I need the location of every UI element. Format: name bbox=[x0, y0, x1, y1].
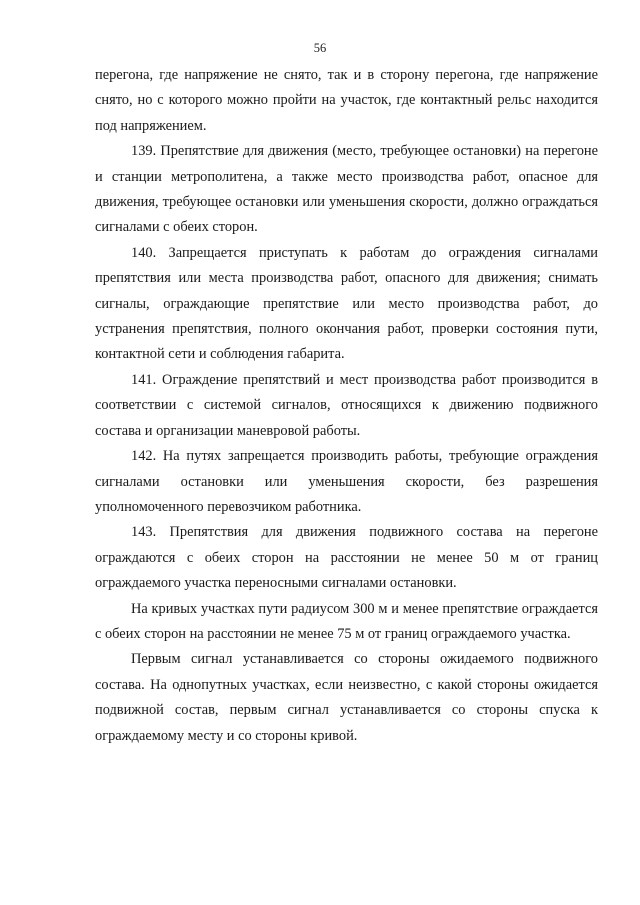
paragraph-139: 139. Препятствие для движения (место, требующее остановки) на перегоне и станции метрополитена, а также место производства работ, опасное для движения, требующее остановки или уменьшения скорости, должно ограждаться сигналами с обеих сторон. bbox=[95, 143, 598, 236]
paragraph-143: 143. Препятствия для движения подвижного состава на перегоне ограждаются с обеих сторон на расстоянии не менее 50 м от границ ограждаемого участка переносными сигналами остановки. bbox=[95, 524, 598, 592]
paragraph-141: 141. Ограждение препятствий и мест производства работ производится в соответствии с системой сигналов, относящихся к движению подвижного состава и организации маневровой работы. bbox=[95, 371, 598, 439]
document-body bbox=[95, 63, 598, 749]
page-number: 56 bbox=[313, 41, 327, 55]
paragraph-first-signal: Первым сигнал устанавливается со стороны ожидаемого подвижного состава. На однопутных участках, если неизвестно, с какой стороны ожидается подвижной состав, первым сигнал устанавливается со стороны спуска к ограждаемому месту и со стороны кривой. bbox=[95, 651, 598, 744]
paragraph-140: 140. Запрещается приступать к работам до ограждения сигналами препятствия или места производства работ, опасного для движения; снимать сигналы, ограждающие препятствие или место производства работ, до устранения препятствия, полного окончания работ, проверки состояния пути, контактной сети и соблюдения габарита. bbox=[95, 244, 598, 363]
paragraph-curved-sections: На кривых участках пути радиусом 300 м и менее препятствие ограждается с обеих сторон на расстоянии не менее 75 м от границ ограждаемого участка. bbox=[95, 600, 598, 642]
paragraph-continuation: перегона, где напряжение не снято, так и в сторону перегона, где напряжение снято, но с которого можно пройти на участок, где контактный рельс находится под напряжением. bbox=[95, 67, 598, 134]
paragraph-142: 142. На путях запрещается производить работы, требующие ограждения сигналами остановки или уменьшения скорости, без разрешения уполномоченного перевозчиком работника. bbox=[95, 448, 598, 515]
